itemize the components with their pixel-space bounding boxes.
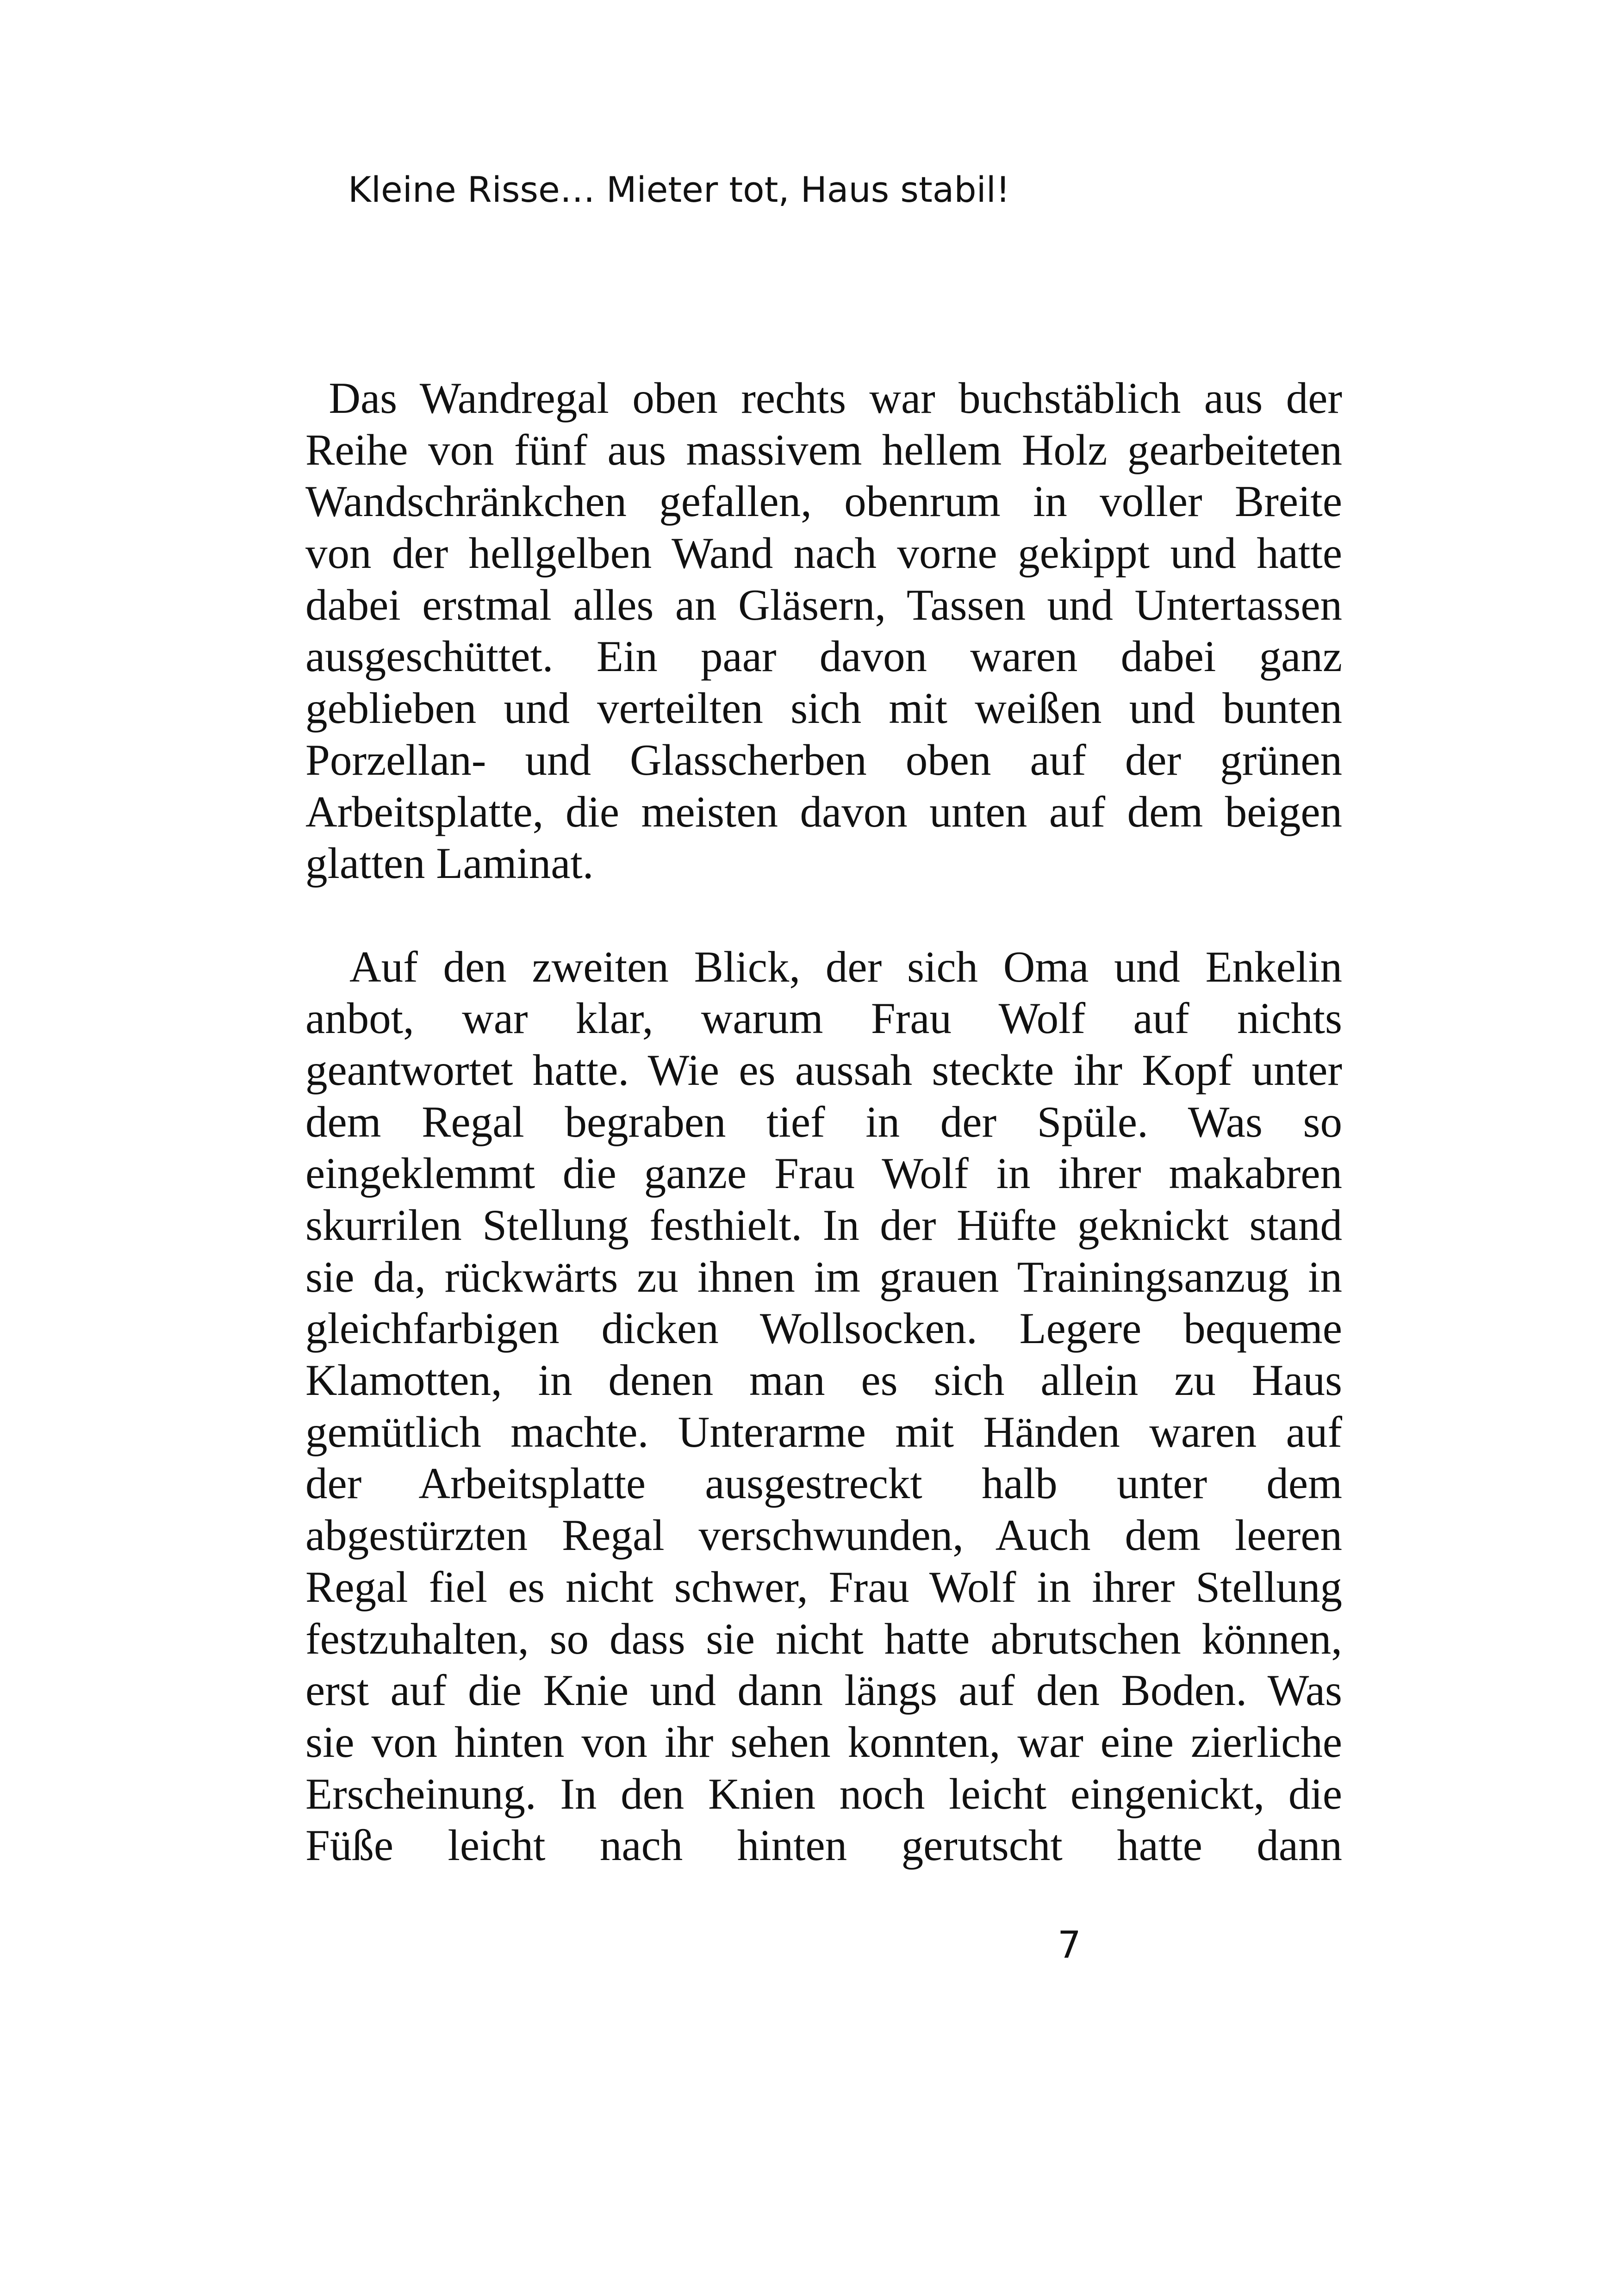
page-number: 7 xyxy=(1058,1923,1081,1966)
text-line: eingeklemmt die ganze Frau Wolf in ihrer makabren xyxy=(305,1149,1342,1198)
text-line: Porzellan- und Glasscherben oben auf der grünen xyxy=(305,735,1342,784)
text-line: sie da, rückwärts zu ihnen im grauen Trainingsanzug in xyxy=(305,1252,1342,1301)
text-line: sie von hinten von ihr sehen konnten, war eine zierliche xyxy=(305,1717,1342,1767)
text-line: geantwortet hatte. Wie es aussah steckte ihr Kopf unter xyxy=(305,1045,1342,1095)
running-header-title: Kleine Risse… Mieter tot, Haus stabil! xyxy=(348,169,1010,210)
text-line: Auf den zweiten Blick, der sich Oma und Enkelin xyxy=(349,942,1342,991)
text-line: geblieben und verteilten sich mit weißen und bunten xyxy=(305,684,1342,733)
paragraph-1 xyxy=(305,373,1342,890)
text-line: gleichfarbigen dicken Wollsocken. Legere bequeme xyxy=(305,1304,1342,1353)
text-line: von der hellgelben Wand nach vorne gekippt und hatte xyxy=(305,529,1342,578)
text-line: Klamotten, in denen man es sich allein zu Haus xyxy=(305,1356,1342,1405)
text-line: gemütlich machte. Unterarme mit Händen waren auf xyxy=(305,1407,1342,1456)
text-line: dabei erstmal alles an Gläsern, Tassen und Untertassen xyxy=(305,580,1342,629)
text-line: Das Wandregal oben rechts war buchstäblich aus der xyxy=(305,373,1342,423)
text-line: dem Regal begraben tief in der Spüle. Was so xyxy=(305,1097,1342,1146)
text-line: abgestürzten Regal verschwunden, Auch dem leeren xyxy=(305,1511,1342,1560)
text-line: Regal fiel es nicht schwer, Frau Wolf in ihrer Stellung xyxy=(305,1562,1342,1612)
paragraph-2 xyxy=(305,941,1342,1872)
text-line: Reihe von fünf aus massivem hellem Holz gearbeiteten xyxy=(305,425,1342,474)
text-line: der Arbeitsplatte ausgestreckt halb unter dem xyxy=(305,1459,1342,1508)
text-line: Wandschränkchen gefallen, obenrum in voller Breite xyxy=(305,477,1342,526)
text-line: Erscheinung. In den Knien noch leicht eingenickt, die xyxy=(305,1769,1342,1818)
body-text xyxy=(305,373,1342,1872)
text-line: festzuhalten, so dass sie nicht hatte abrutschen können, xyxy=(305,1614,1342,1663)
text-line: Arbeitsplatte, die meisten davon unten auf dem beigen xyxy=(305,787,1342,836)
text-line: Füße leicht nach hinten gerutscht hatte dann xyxy=(305,1821,1342,1870)
text-line: anbot, war klar, warum Frau Wolf auf nichts xyxy=(305,994,1342,1043)
text-line: erst auf die Knie und dann längs auf den Boden. Was xyxy=(305,1666,1342,1715)
text-line: skurrilen Stellung festhielt. In der Hüfte geknickt stand xyxy=(305,1201,1342,1250)
text-line: ausgeschüttet. Ein paar davon waren dabei ganz xyxy=(305,632,1342,681)
text-line: glatten Laminat. xyxy=(305,839,594,888)
